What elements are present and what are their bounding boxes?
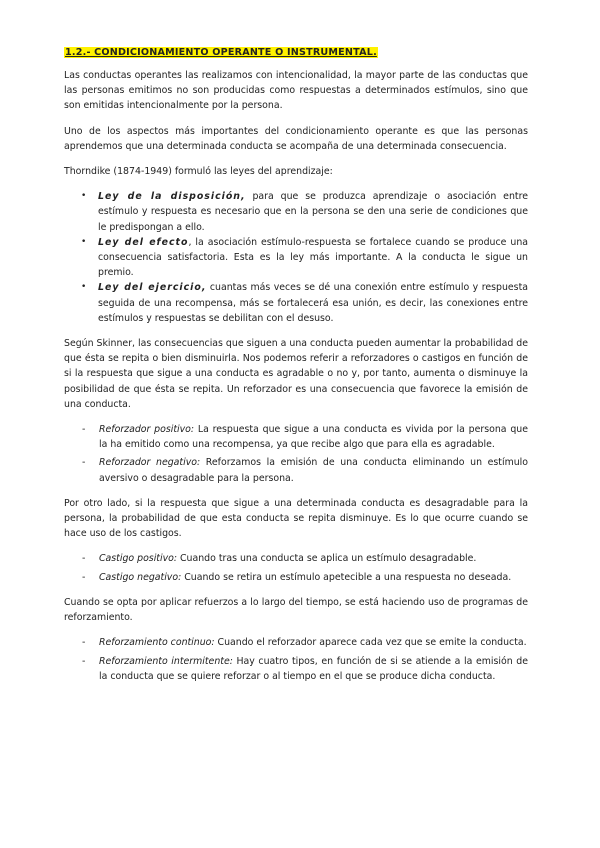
- law-text: cuantas más veces se dé una conexión entre estímulo y respuesta seguida de una recompensa, más se fortalecerá esa unión, es decir, las conexiones entre estímulos y respuestas se debilitan con el desuso.: [98, 282, 528, 324]
- list-item: [81, 280, 528, 326]
- law-term: Ley de la disposición,: [98, 191, 246, 203]
- reinforcer-term: Reforzador negativo:: [99, 457, 201, 469]
- paragraph-consequence: Uno de los aspectos más importantes del condicionamiento operante es que las personas aprendemos que una determinada conducta se acompaña de una determinada consecuencia.: [64, 125, 528, 152]
- punishments-list: [64, 551, 528, 584]
- reinforcer-text: La respuesta que sigue a una conducta es vivida por la persona que la ha emitido como una recompensa, ya que recibe algo que para ella es agradable.: [99, 424, 528, 451]
- list-item: [82, 455, 528, 485]
- reinforcers-list: [64, 422, 528, 486]
- programs-list: [64, 635, 528, 684]
- dash-icon: -: [82, 553, 86, 565]
- paragraph-skinner: Según Skinner, las consecuencias que siguen a una conducta pueden aumentar la probabilidad de que ésta se repita o bien disminuirla. Nos podemos referir a reforzadores o castigos en función de si la respuesta que sigue a una conducta es agradable o no y, por tanto, aumenta o disminuye la posibilidad de que ésta se repita. Un reforzador es una consecuencia que favorece la emisión de una conducta.: [64, 338, 528, 410]
- dash-icon: -: [82, 457, 86, 469]
- list-item: [82, 422, 528, 452]
- law-term: Ley del efecto: [98, 236, 189, 248]
- list-item: [82, 570, 528, 585]
- reinforcer-term: Reforzador positivo:: [99, 424, 195, 436]
- section-title: 1.2.- CONDICIONAMIENTO OPERANTE O INSTRUMENTAL.: [65, 47, 377, 58]
- dash-icon: -: [82, 637, 86, 649]
- bullet-icon: •: [81, 236, 87, 247]
- list-item: [82, 635, 528, 650]
- punishment-text: Cuando tras una conducta se aplica un estímulo desagradable.: [177, 553, 477, 565]
- list-item: [82, 654, 528, 684]
- dash-icon: -: [82, 424, 86, 436]
- program-text: Hay cuatro tipos, en función de si se atiende a la emisión de la conducta que se quiere reforzar o al tiempo en el que se produce dicha conducta.: [99, 655, 528, 682]
- paragraph-operant-intro: Las conductas operantes las realizamos con intencionalidad, la mayor parte de las conductas que las personas emitimos no son producidas como respuestas a determinados estímulos, sino que son emitidas intencionalmente por la persona.: [64, 70, 528, 112]
- laws-list: [64, 189, 528, 326]
- dash-icon: -: [82, 655, 86, 667]
- law-text: para que se produzca aprendizaje o asociación entre estímulo y respuesta es necesario que en la persona se den una serie de condiciones que le predispongan a ello.: [98, 191, 528, 233]
- list-item: [82, 551, 528, 566]
- law-text: , la asociación estímulo-respuesta se fortalece cuando se produce una consecuencia satisfactoria. Esta es la ley más importante. A la conducta le sigue un premio.: [98, 236, 529, 279]
- paragraph-punishment: Por otro lado, si la respuesta que sigue a una determinada conducta es desagradable para la persona, la probabilidad de que esta conducta se repita disminuye. Es lo que ocurre cuando se hace uso de los castigos.: [64, 497, 528, 540]
- reinforcer-text: Reforzamos la emisión de una conducta eliminando un estímulo aversivo o desagradable para la persona.: [99, 457, 528, 484]
- list-item: [81, 235, 529, 281]
- program-text: Cuando el reforzador aparece cada vez que se emite la conducta.: [214, 637, 527, 649]
- bullet-icon: •: [81, 282, 87, 293]
- punishment-term: Castigo negativo:: [99, 571, 182, 583]
- dash-icon: -: [82, 571, 86, 583]
- program-term: Reforzamiento intermitente:: [99, 655, 233, 667]
- punishment-text: Cuando se retira un estímulo apetecible a una respuesta no deseada.: [181, 571, 512, 583]
- law-term: Ley del ejercicio,: [98, 282, 207, 294]
- paragraph-programs: Cuando se opta por aplicar refuerzos a lo largo del tiempo, se está haciendo uso de programas de reforzamiento.: [64, 596, 528, 624]
- paragraph-thorndike: Thorndike (1874-1949) formuló las leyes del aprendizaje:: [64, 166, 333, 178]
- program-term: Reforzamiento continuo:: [99, 637, 215, 649]
- list-item: [81, 189, 528, 235]
- document-page: [64, 40, 528, 694]
- bullet-icon: •: [81, 191, 87, 202]
- punishment-term: Castigo positivo:: [99, 553, 178, 565]
